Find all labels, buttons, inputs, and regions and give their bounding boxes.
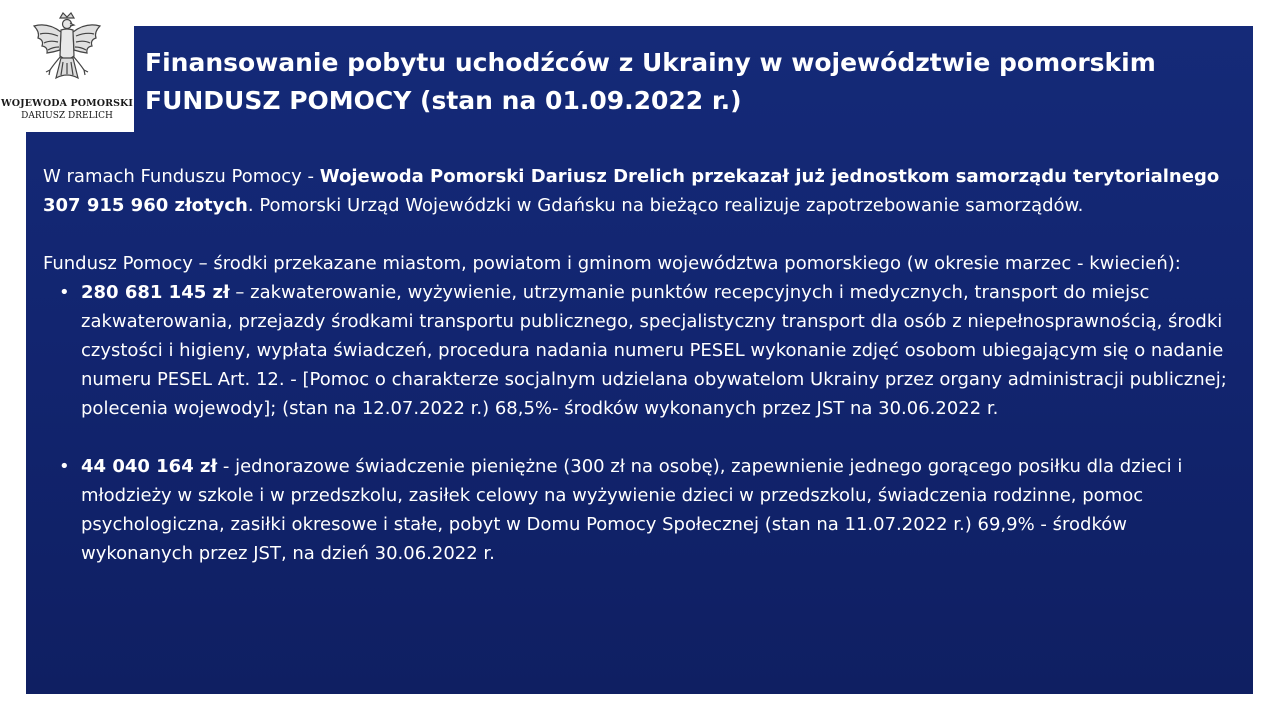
bullet-amount: 280 681 145 zł [81, 282, 230, 303]
bullet-text: – zakwaterowanie, wyżywienie, utrzymanie punktów recepcyjnych i medycznych, transport do miejsc zakwaterowania, przejazdy środkami transportu publicznego, specjalistyczny transport dla osób z niepełnosprawnością, środki czystości i higieny, wypłata świadczeń, procedura nadania numeru PESEL wykonanie zdjęć osobom ubiegającym się o nadanie numeru PESEL Art. 12. - [Pomoc o charakterze socjalnym udzielana obywatelom Ukrainy przez organy administracji publicznej; polecenia wojewody]; (stan na 12.07.2022 r.) 68,5%- środków wykonanych przez JST na 30.06.2022 r. [81, 282, 1227, 419]
spacer [43, 220, 1233, 249]
list-item [43, 278, 1233, 423]
intro-text-end: . Pomorski Urząd Wojewódzki w Gdańsku na bieżąco realizuje zapotrzebowanie samorządów. [247, 195, 1084, 216]
voivode-logo [0, 0, 134, 132]
title-line-2: FUNDUSZ POMOCY (stan na 01.09.2022 r.) [145, 86, 742, 115]
section-heading: Fundusz Pomocy – środki przekazane miastom, powiatom i gminom województwa pomorskiego (w okresie marzec - kwiecień): [43, 253, 1181, 274]
eagle-emblem-icon [30, 12, 104, 94]
logo-line-voivode: WOJEWODA POMORSKI [1, 98, 133, 109]
body-text [43, 162, 1233, 568]
title-line-1: Finansowanie pobytu uchodźców z Ukrainy w województwie pomorskim [145, 48, 1156, 77]
logo-line-name: DARIUSZ DRELICH [21, 111, 113, 121]
bullet-text: - jednorazowe świadczenie pieniężne (300 zł na osobę), zapewnienie jednego gorącego posiłku dla dzieci i młodzieży w szkole i w przedszkolu, zasiłek celowy na wyżywienie dzieci w przedszkolu, świadczenia rodzinne, pomoc psychologiczna, zasiłki okresowe i stałe, pobyt w Domu Pomocy Społecznej (stan na 11.07.2022 r.) 69,9% - środków wykonanych przez JST, na dzień 30.06.2022 r. [81, 456, 1183, 564]
page-title [145, 44, 1245, 120]
intro-bold-amount: Wojewoda Pomorski Dariusz Drelich przekazał już jednostkom samorządu terytorialnego 307 915 960 złotych [43, 166, 1220, 216]
spacer [43, 423, 1233, 452]
intro-text-start: W ramach Funduszu Pomocy - [43, 166, 320, 187]
intro-paragraph [43, 162, 1233, 220]
funding-list [43, 278, 1233, 568]
bullet-amount: 44 040 164 zł [81, 456, 218, 477]
bullet-dot-icon: • [59, 456, 70, 477]
bullet-dot-icon: • [59, 282, 70, 303]
list-item [43, 452, 1233, 568]
